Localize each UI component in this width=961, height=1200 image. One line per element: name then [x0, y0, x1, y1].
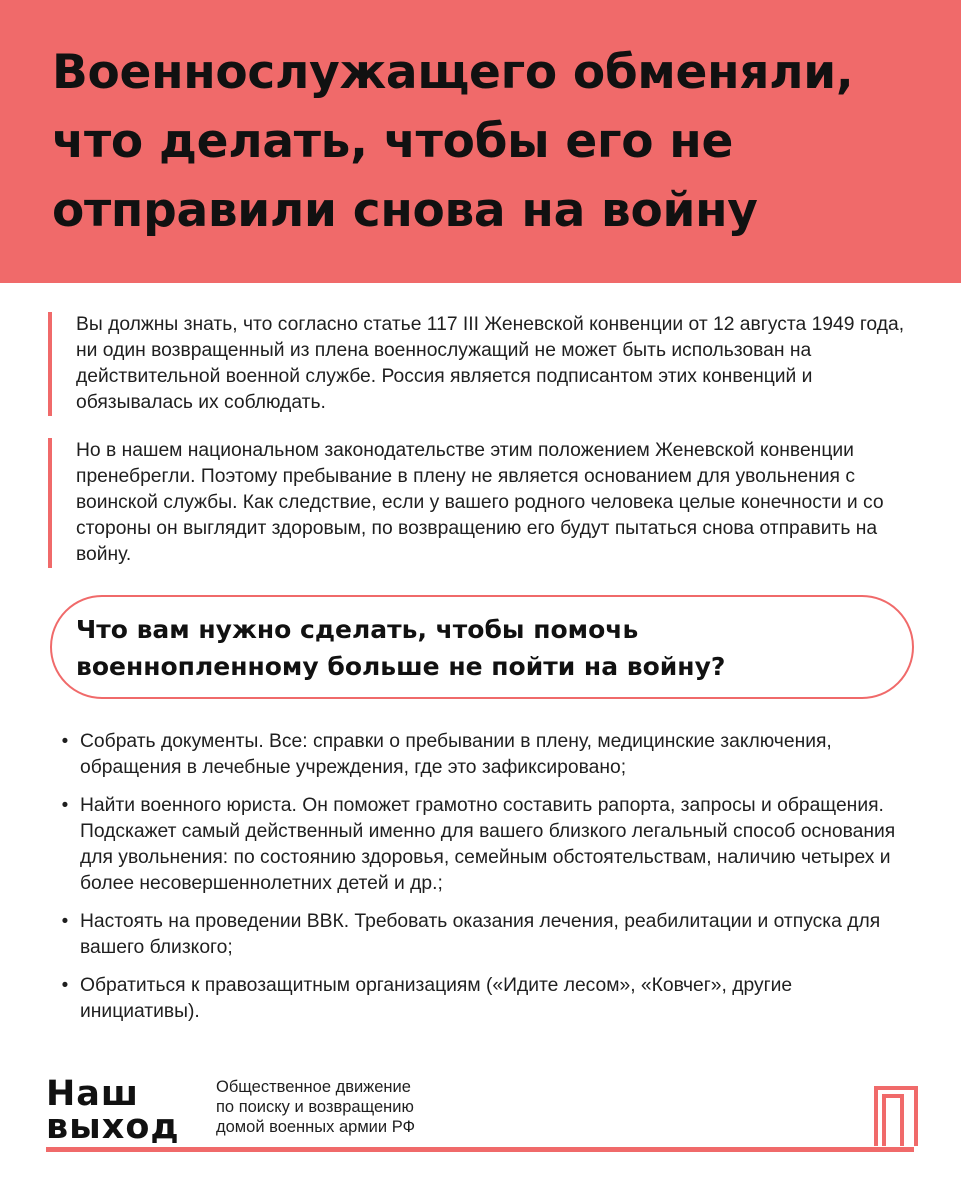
bullet-icon: •	[61, 975, 69, 996]
header-banner	[0, 0, 961, 283]
brand-description	[216, 1077, 516, 1137]
list-item	[58, 793, 908, 897]
description-line: домой военных армии РФ	[216, 1118, 416, 1136]
footer-divider	[46, 1147, 914, 1152]
logo-line: Наш	[46, 1074, 140, 1114]
door-logo-icon	[874, 1086, 918, 1148]
list-item-text: Обратиться к правозащитным организациям («Идите лесом», «Ковчег», другие инициативы).	[80, 975, 793, 1022]
paragraph-text: Вы должны знать, что согласно статье 117 III Женевской конвенции от 12 августа 1949 года, ни один возвращенный из плена военнослужащий не может быть использован на действительной военной службе. Россия является подписантом этих конвенций и обязывалась их соблюдать.	[76, 314, 905, 413]
callout-box	[50, 595, 914, 699]
description-line: по поиску и возвращению	[216, 1098, 414, 1116]
list-item-text: Собрать документы. Все: справки о пребывании в плену, медицинские заключения, обращения в лечебные учреждения, где это зафиксировано;	[80, 731, 832, 778]
intro-paragraph	[48, 312, 926, 416]
list-item-text: Настоять на проведении ВВК. Требовать оказания лечения, реабилитации и отпуска для вашего близкого;	[80, 911, 881, 958]
page-title: Военнослужащего обменяли, что делать, чтобы его не отправили снова на войну	[52, 45, 854, 238]
bullet-icon: •	[61, 795, 69, 816]
bullet-icon: •	[61, 911, 69, 932]
list-item	[58, 909, 908, 961]
list-item	[58, 729, 908, 781]
list-item-text: Найти военного юриста. Он поможет грамотно составить рапорта, запросы и обращения. Подскажет самый действенный именно для вашего близкого легальный способ основания для увольнения: по состоянию здоровья, семейным обстоятельствам, наличию четырех и более несовершеннолетних детей и др.;	[80, 795, 896, 894]
callout-title: Что вам нужно сделать, чтобы помочь военнопленному больше не пойти на войну?	[76, 615, 726, 681]
action-list	[58, 729, 908, 1037]
law-paragraph	[48, 438, 926, 568]
bullet-icon: •	[61, 731, 69, 752]
logo-line: выход	[46, 1107, 180, 1147]
brand-logo	[46, 1074, 180, 1147]
list-item	[58, 973, 908, 1025]
paragraph-text: Но в нашем национальном законодательстве этим положением Женевской конвенции пренебрегли. Поэтому пребывание в плену не является основанием для увольнения с воинской службы. Как следствие, если у вашего родного человека целые конечности и со стороны он выглядит здоровым, по возвращению его будут пытаться снова отправить на войну.	[76, 440, 884, 565]
description-line: Общественное движение	[216, 1078, 411, 1096]
